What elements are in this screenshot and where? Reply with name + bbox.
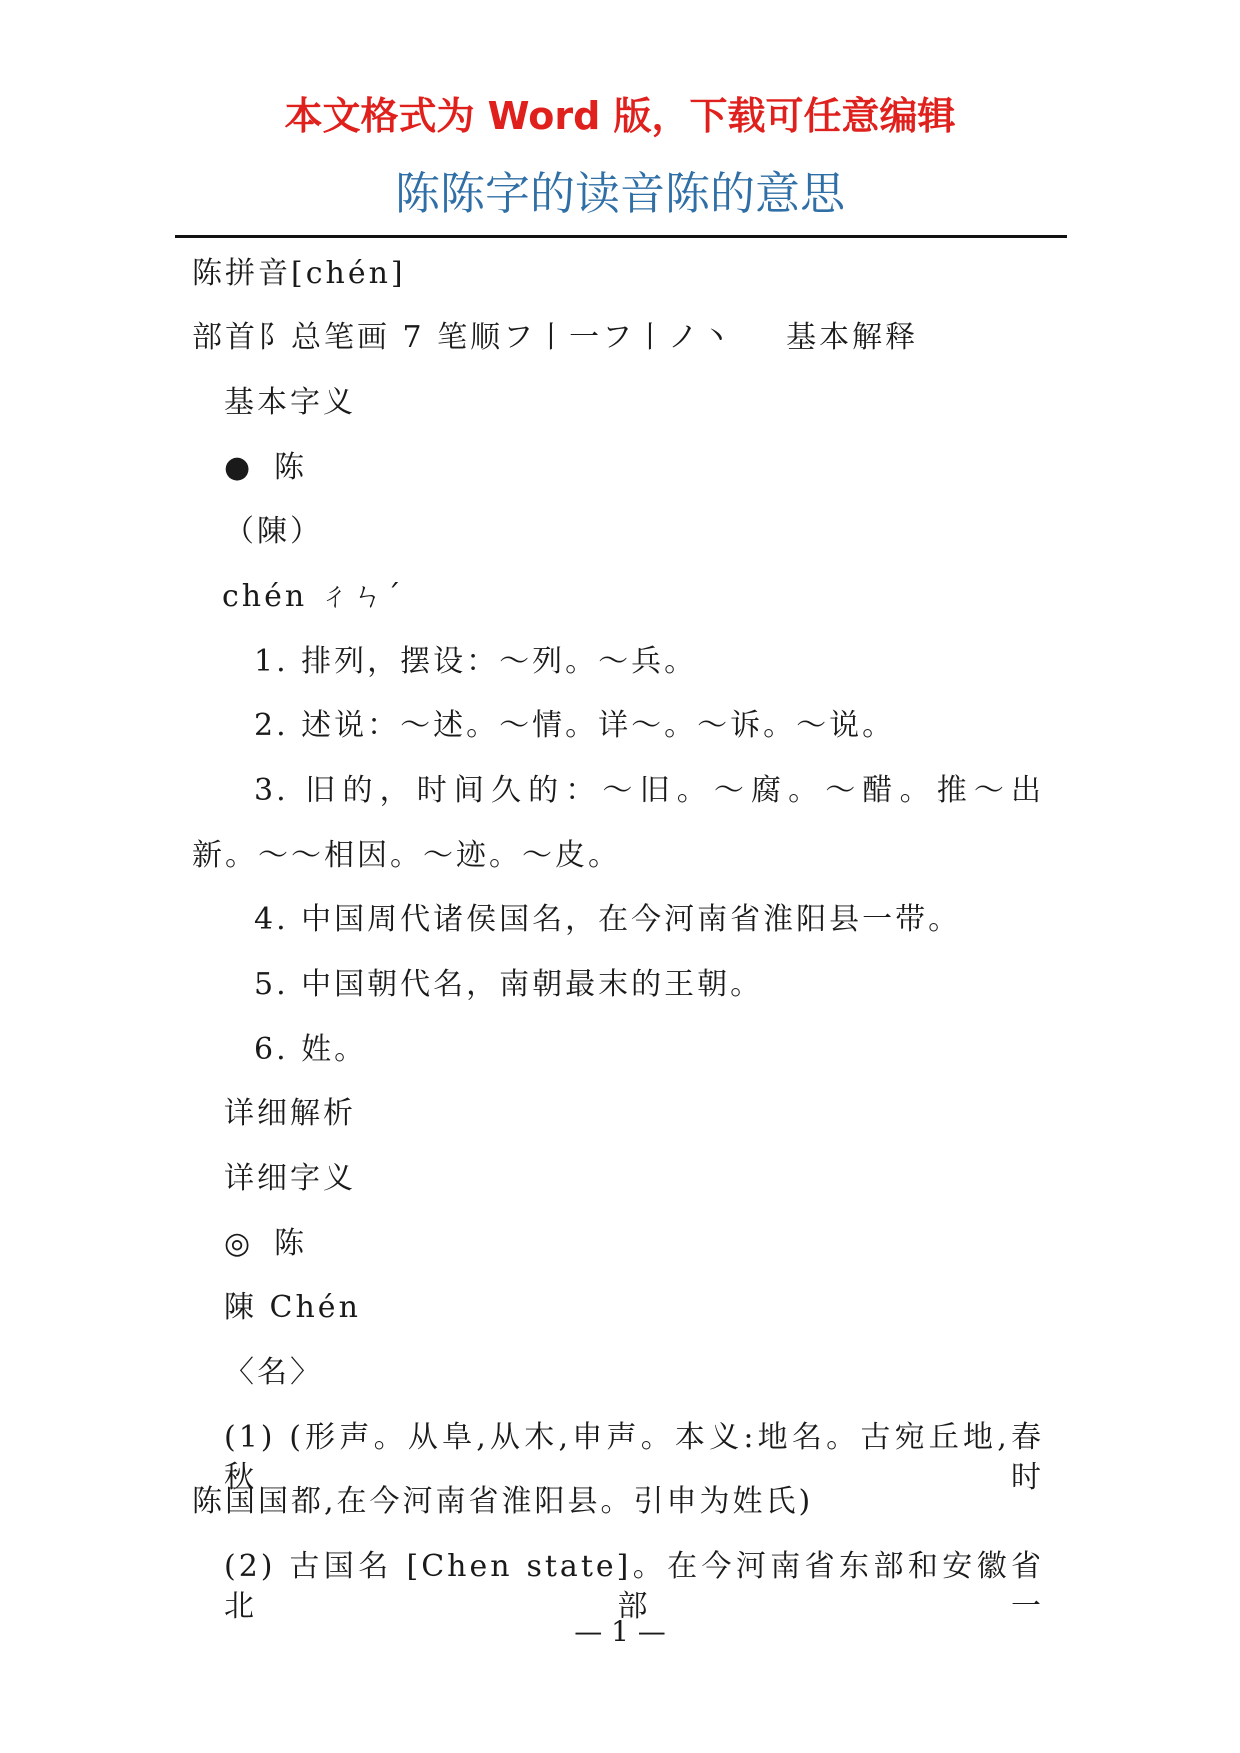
stroke-info-line [192,318,918,358]
basic-explain-heading: 基本解释 [786,320,919,355]
detail-analysis-heading: 详细解析 [224,1096,356,1131]
definition-2: 2. 述说：～述。～情。详～。～诉。～说。 [254,708,896,743]
pinyin-text: 陈拼音[chén] [192,256,406,291]
detail-char: 陈 [274,1226,307,1261]
definition-6: 6. 姓。 [254,1032,368,1067]
sense-1-line-1: (1) (形声。从阜,从木,申声。本义:地名。古宛丘地,春秋时 [224,1420,1044,1495]
definition-3-line-1: 3. 旧的，时间久的：～旧。～腐。～醋。推～出 [254,773,1044,808]
definition-4: 4. 中国周代诸侯国名，在今河南省淮阳县一带。 [254,902,962,937]
title-divider [175,235,1067,238]
definition-3-line-2: 新。～～相因。～迹。～皮。 [192,838,621,873]
definition-5: 5. 中国朝代名，南朝最末的王朝。 [254,967,764,1002]
traditional-form: （陳） [224,514,323,549]
detail-char-line [224,1224,307,1264]
definition-1: 1. 排列，摆设：～列。～兵。 [254,644,698,679]
traditional-pinyin: 陳 Chén [224,1290,361,1325]
char-entry: 陈 [274,450,307,485]
sense-1-line-2: 陈国国都,在今河南省淮阳县。引申为姓氏) [192,1484,814,1519]
sense-2-line-1: (2) 古国名 [Chen state]。在今河南省东部和安徽省北部一 [224,1549,1044,1624]
solid-bullet-icon: ● [224,450,254,485]
char-entry-line [224,448,307,488]
page-number: — 1 — [574,1615,666,1648]
reading-line: chén ㄔㄣˊ [222,579,404,614]
circle-bullet-icon: ◎ [224,1226,254,1261]
format-banner: 本文格式为 Word 版，下载可任意编辑 [284,94,956,138]
pinyin-line [192,254,406,294]
part-of-speech-tag: 〈名〉 [224,1355,323,1390]
stroke-info-text: 部首阝总笔画 7 笔顺フ丨一フ丨ノ丶 [192,320,735,355]
document-title: 陈陈字的读音陈的意思 [394,167,845,220]
detail-meaning-heading: 详细字义 [224,1161,356,1196]
basic-meaning-heading: 基本字义 [224,385,356,420]
